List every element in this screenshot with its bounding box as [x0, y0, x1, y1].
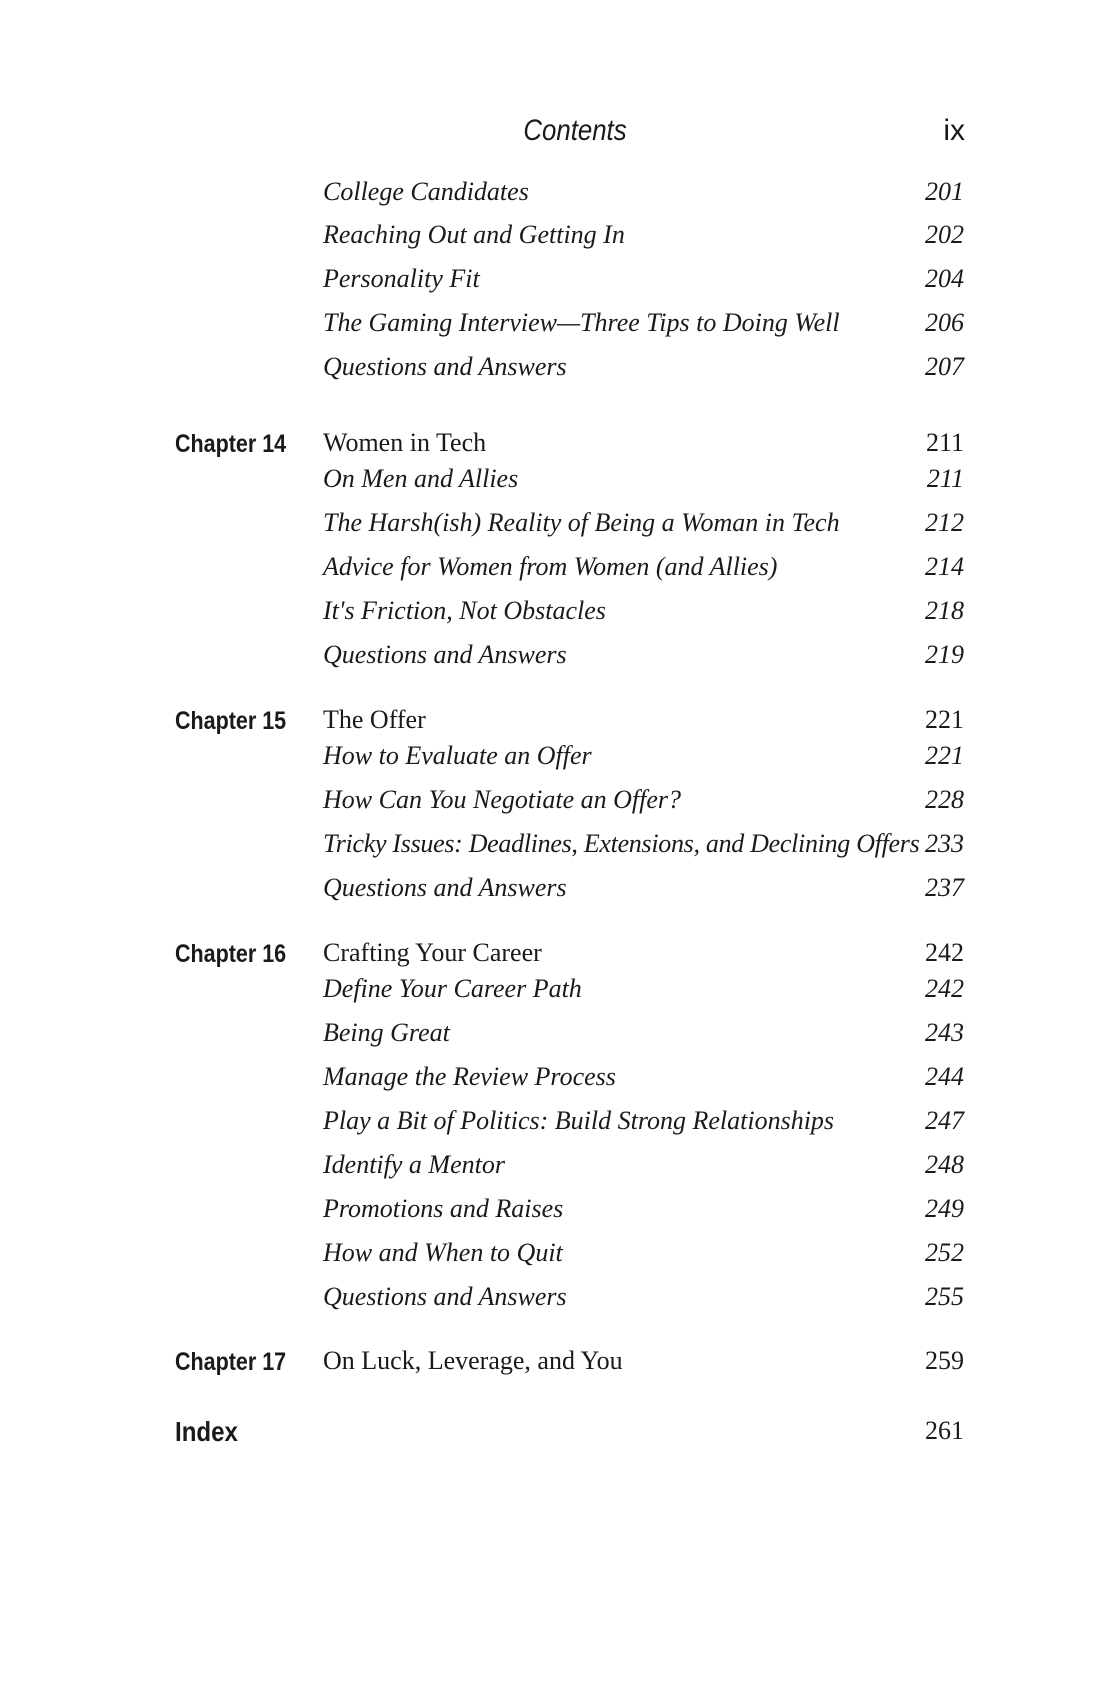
toc-entry[interactable] [0, 640, 1101, 680]
toc-chapter-14[interactable] [0, 428, 1101, 468]
toc-entry[interactable] [0, 785, 1101, 825]
toc-entry-title: Tricky Issues: Deadlines, Extensions, and Declining Offers [323, 829, 920, 858]
toc-entry[interactable] [0, 352, 1101, 392]
toc-entry-title: The Harsh(ish) Reality of Being a Woman in Tech [323, 508, 840, 537]
toc-entry[interactable] [0, 873, 1101, 913]
toc-entry-page: 218 [925, 596, 964, 625]
toc-entry-title: Questions and Answers [323, 873, 567, 902]
chapter-page: 242 [925, 938, 964, 967]
toc-entry-page: 207 [925, 352, 964, 381]
toc-entry-title: Questions and Answers [323, 352, 567, 381]
toc-entry[interactable] [0, 1062, 1101, 1102]
toc-entry[interactable] [0, 1106, 1101, 1146]
chapter-label: Chapter 16 [175, 940, 287, 968]
toc-entry-title: Personality Fit [323, 264, 480, 293]
header-title: Contents [523, 114, 627, 147]
toc-entry-page: 255 [925, 1282, 964, 1311]
toc-entry-page: 214 [925, 552, 964, 581]
toc-entry[interactable] [0, 974, 1101, 1014]
toc-entry-title: College Candidates [323, 177, 529, 206]
toc-index[interactable] [0, 1416, 1101, 1456]
index-label: Index [175, 1416, 238, 1447]
toc-entry-page: 247 [925, 1106, 964, 1135]
chapter-title: Women in Tech [323, 428, 487, 457]
toc-entry-page: 212 [925, 508, 964, 537]
toc-entry[interactable] [0, 1150, 1101, 1190]
toc-entry-title: How and When to Quit [323, 1238, 563, 1267]
chapter-label: Chapter 15 [175, 707, 287, 735]
chapter-label: Chapter 14 [175, 430, 287, 458]
toc-entry-page: 219 [925, 640, 964, 669]
toc-entry-title: Identify a Mentor [323, 1150, 505, 1179]
toc-entry-title: Reaching Out and Getting In [323, 220, 625, 249]
toc-entry-page: 248 [925, 1150, 964, 1179]
toc-entry-page: 233 [925, 829, 964, 858]
toc-entry[interactable] [0, 264, 1101, 304]
toc-entry-title: Play a Bit of Politics: Build Strong Relationships [323, 1106, 835, 1135]
chapter-page: 259 [925, 1346, 964, 1375]
chapter-page: 211 [925, 428, 964, 457]
toc-entry[interactable] [0, 308, 1101, 348]
header-page-number: ix [943, 114, 965, 147]
toc-entry[interactable] [0, 464, 1101, 504]
toc-entry[interactable] [0, 1018, 1101, 1058]
toc-entry-page: 201 [925, 177, 964, 206]
toc-entry-title: Define Your Career Path [323, 974, 582, 1003]
toc-entry-page: 243 [925, 1018, 964, 1047]
toc-chapter-16[interactable] [0, 938, 1101, 978]
toc-entry-title: Being Great [323, 1018, 450, 1047]
toc-entry-title: How to Evaluate an Offer [323, 741, 592, 770]
toc-entry-page: 237 [925, 873, 964, 902]
chapter-title: The Offer [323, 705, 426, 734]
toc-entry[interactable] [0, 552, 1101, 592]
toc-entry[interactable] [0, 177, 1101, 217]
toc-entry[interactable] [0, 220, 1101, 260]
toc-entry-page: 211 [926, 464, 964, 493]
running-header [0, 114, 1101, 154]
toc-entry-page: 228 [925, 785, 964, 814]
toc-entry-page: 221 [925, 741, 964, 770]
chapter-title: On Luck, Leverage, and You [323, 1346, 623, 1375]
chapter-label: Chapter 17 [175, 1348, 287, 1376]
toc-chapter-17[interactable] [0, 1346, 1101, 1386]
toc-entry-page: 252 [925, 1238, 964, 1267]
toc-entry[interactable] [0, 596, 1101, 636]
toc-entry-title: Promotions and Raises [323, 1194, 564, 1223]
toc-entry-page: 204 [925, 264, 964, 293]
toc-entry-title: Questions and Answers [323, 640, 567, 669]
toc-entry-title: The Gaming Interview—Three Tips to Doing Well [323, 308, 840, 337]
toc-entry[interactable] [0, 1282, 1101, 1322]
toc-chapter-15[interactable] [0, 705, 1101, 745]
toc-entry[interactable] [0, 1238, 1101, 1278]
toc-entry-title: How Can You Negotiate an Offer? [323, 785, 682, 814]
toc-entry[interactable] [0, 829, 1101, 869]
toc-entry[interactable] [0, 741, 1101, 781]
toc-entry-page: 244 [925, 1062, 964, 1091]
index-page: 261 [925, 1416, 964, 1445]
toc-entry-title: On Men and Allies [323, 464, 519, 493]
toc-entry-page: 202 [925, 220, 964, 249]
toc-entry-title: Manage the Review Process [323, 1062, 616, 1091]
toc-entry-page: 242 [925, 974, 964, 1003]
chapter-title: Crafting Your Career [323, 938, 542, 967]
toc-entry-page: 249 [925, 1194, 964, 1223]
toc-entry-title: Questions and Answers [323, 1282, 567, 1311]
toc-entry-title: Advice for Women from Women (and Allies) [323, 552, 778, 581]
toc-entry[interactable] [0, 508, 1101, 548]
toc-entry-page: 206 [925, 308, 964, 337]
toc-entry-title: It's Friction, Not Obstacles [323, 596, 606, 625]
chapter-page: 221 [925, 705, 964, 734]
toc-entry[interactable] [0, 1194, 1101, 1234]
